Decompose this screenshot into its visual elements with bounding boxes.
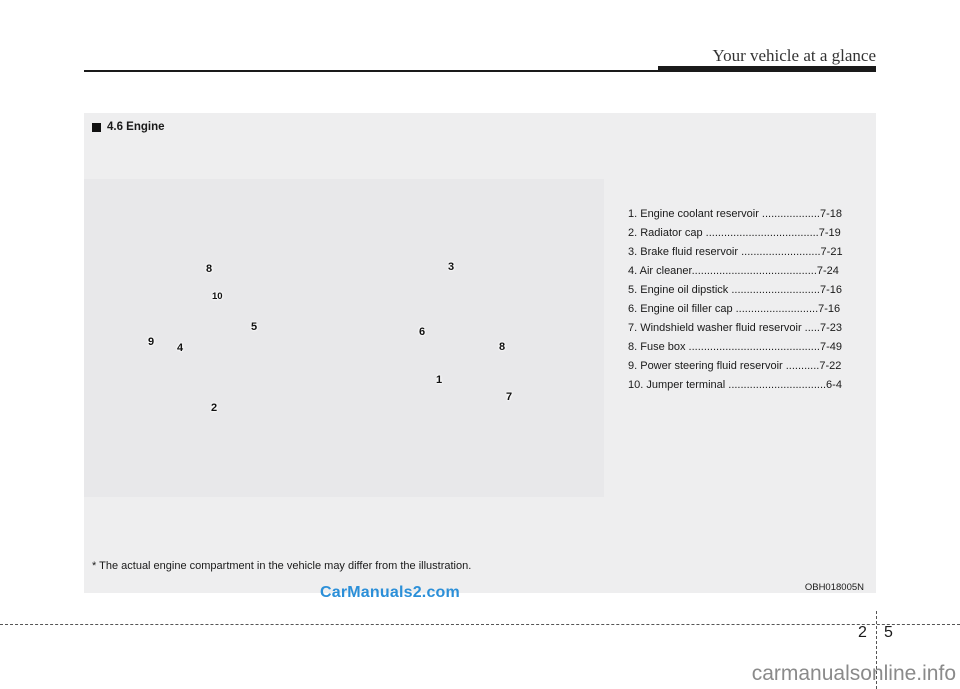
watermark-text: carmanualsonline.info: [751, 662, 956, 685]
callout-label: 8: [206, 263, 213, 275]
engine-illustration: [84, 179, 604, 497]
legend-item: 10. Jumper terminal ................................6-4: [628, 379, 842, 391]
header-rule-accent: [658, 66, 876, 72]
watermark-link[interactable]: CarManuals2.com: [320, 584, 460, 601]
legend-item: 5. Engine oil dipstick .............................7-16: [628, 284, 842, 296]
engine-panel: [84, 113, 876, 593]
section-heading: [92, 121, 165, 133]
illustration-footnote: * The actual engine compartment in the vehicle may differ from the illustration.: [92, 560, 472, 572]
legend-item: 8. Fuse box ...........................................7-49: [628, 341, 842, 353]
component-legend: [628, 205, 868, 395]
section-title: 4.6 Engine: [107, 121, 165, 133]
callout-label: 7: [506, 391, 513, 403]
legend-item: 4. Air cleaner.........................................7-24: [628, 265, 839, 277]
callout-label: 3: [448, 261, 455, 273]
page-header-title: Your vehicle at a glance: [712, 46, 876, 65]
legend-item: 1. Engine coolant reservoir ...................7-18: [628, 208, 842, 220]
callout-label: 6: [419, 326, 426, 338]
callout-label: 10: [212, 291, 223, 302]
callout-label: 9: [148, 336, 155, 348]
callout-label: 4: [177, 342, 184, 354]
legend-item: 2. Radiator cap .....................................7-19: [628, 227, 841, 239]
legend-item: 6. Engine oil filler cap ...........................7-16: [628, 303, 841, 315]
callout-label: 8: [499, 341, 506, 353]
page-number: 5: [884, 624, 893, 641]
legend-item: 9. Power steering fluid reservoir ...........7-22: [628, 360, 842, 372]
image-code: OBH018005N: [804, 582, 864, 593]
footer-rule: [0, 624, 960, 625]
square-bullet-icon: [92, 123, 101, 132]
legend-item: 3. Brake fluid reservoir ..........................7-21: [628, 246, 843, 258]
callout-label: 1: [436, 374, 443, 386]
chapter-number: 2: [858, 624, 867, 641]
legend-item: 7. Windshield washer fluid reservoir .....7-23: [628, 322, 842, 334]
callout-label: 5: [251, 321, 258, 333]
callout-label: 2: [211, 402, 218, 414]
